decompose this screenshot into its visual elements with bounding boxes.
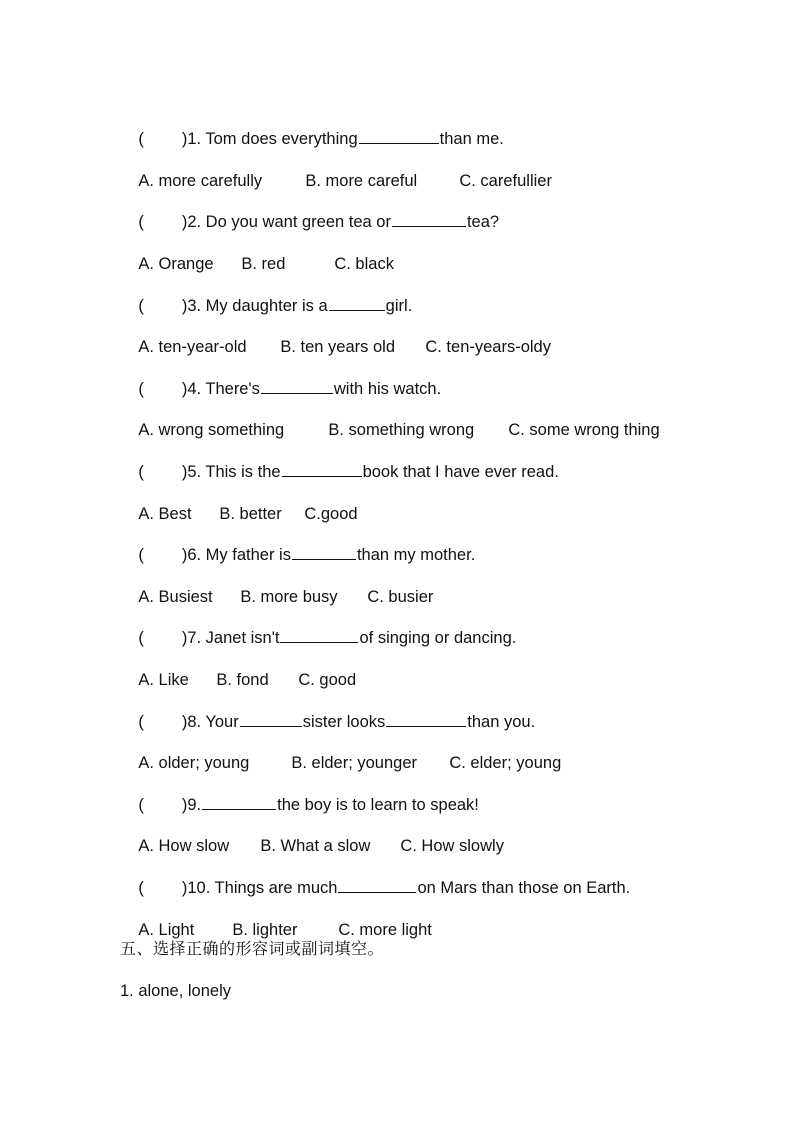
option-a[interactable]: A. older; young bbox=[138, 754, 250, 772]
question-stem: )6. My father is bbox=[181, 546, 291, 564]
answer-paren: ( bbox=[138, 213, 144, 231]
sub-item-heading: 1. alone, lonely bbox=[120, 982, 231, 1000]
answer-paren: ( bbox=[138, 879, 144, 897]
answer-blank[interactable] bbox=[280, 628, 358, 643]
option-c[interactable]: C. busier bbox=[367, 588, 434, 606]
question-stem: )5. This is the bbox=[181, 463, 281, 481]
option-b[interactable]: B. ten years old bbox=[280, 338, 395, 356]
option-a[interactable]: A. Best bbox=[138, 505, 192, 523]
answer-blank[interactable] bbox=[338, 878, 416, 893]
question-stem: )4. There's bbox=[181, 380, 260, 398]
question-stem-end: of singing or dancing. bbox=[359, 629, 517, 647]
option-c[interactable]: C. carefullier bbox=[459, 172, 552, 190]
question-stem-end: with his watch. bbox=[333, 380, 442, 398]
question-stem-end: on Mars than those on Earth. bbox=[417, 879, 631, 897]
answer-blank-2[interactable] bbox=[386, 712, 466, 727]
option-b[interactable]: B. What a slow bbox=[260, 837, 371, 855]
answer-paren: ( bbox=[138, 463, 144, 481]
answer-paren: ( bbox=[138, 297, 144, 315]
question-stem-end: girl. bbox=[385, 297, 413, 315]
question-stem-end: book that I have ever read. bbox=[362, 463, 559, 481]
option-b[interactable]: B. elder; younger bbox=[291, 754, 418, 772]
option-b[interactable]: B. fond bbox=[216, 671, 269, 689]
answer-paren: ( bbox=[138, 130, 144, 148]
question-stem: )8. Your bbox=[181, 713, 239, 731]
question-stem: )3. My daughter is a bbox=[181, 297, 328, 315]
question-stem-middle: sister looks bbox=[302, 713, 386, 731]
option-a[interactable]: A. more carefully bbox=[138, 172, 263, 190]
option-c[interactable]: C. How slowly bbox=[400, 837, 504, 855]
answer-paren: ( bbox=[138, 629, 144, 647]
question-stem-end: tea? bbox=[466, 213, 500, 231]
option-c[interactable]: C. good bbox=[298, 671, 357, 689]
option-a[interactable]: A. ten-year-old bbox=[138, 338, 247, 356]
answer-paren: ( bbox=[138, 380, 144, 398]
answer-blank[interactable] bbox=[261, 379, 333, 394]
option-a[interactable]: A. Like bbox=[138, 671, 189, 689]
answer-blank[interactable] bbox=[292, 545, 356, 560]
option-a[interactable]: A. wrong something bbox=[138, 421, 285, 439]
question-stem-end: than me. bbox=[439, 130, 504, 148]
answer-blank[interactable] bbox=[329, 296, 385, 311]
option-c[interactable]: C. some wrong thing bbox=[508, 421, 660, 439]
option-c[interactable]: C.good bbox=[304, 505, 358, 523]
question-stem-end: the boy is to learn to speak! bbox=[277, 796, 479, 814]
answer-blank[interactable] bbox=[202, 795, 276, 810]
question-stem-end: than you. bbox=[467, 713, 536, 731]
option-c[interactable]: C. more light bbox=[338, 921, 432, 939]
question-stem: )2. Do you want green tea or bbox=[181, 213, 391, 231]
option-b[interactable]: B. lighter bbox=[232, 921, 298, 939]
option-c[interactable]: C. ten-years-oldy bbox=[425, 338, 551, 356]
option-b[interactable]: B. more careful bbox=[305, 172, 418, 190]
answer-paren: ( bbox=[138, 546, 144, 564]
option-b[interactable]: B. more busy bbox=[240, 588, 338, 606]
section-title: 五、选择正确的形容词或副词填空。 bbox=[120, 939, 385, 958]
option-a[interactable]: A. How slow bbox=[138, 837, 230, 855]
answer-blank[interactable] bbox=[359, 129, 439, 144]
option-a[interactable]: A. Busiest bbox=[138, 588, 213, 606]
option-a[interactable]: A. Orange bbox=[138, 255, 214, 273]
question-stem-end: than my mother. bbox=[356, 546, 476, 564]
question-stem: )10. Things are much bbox=[181, 879, 338, 897]
option-c[interactable]: C. elder; young bbox=[449, 754, 562, 772]
answer-paren: ( bbox=[138, 713, 144, 731]
answer-blank[interactable] bbox=[240, 712, 302, 727]
option-c[interactable]: C. black bbox=[334, 255, 394, 273]
option-b[interactable]: B. better bbox=[219, 505, 282, 523]
answer-blank[interactable] bbox=[282, 462, 362, 477]
option-b[interactable]: B. red bbox=[241, 255, 286, 273]
question-stem: )7. Janet isn't bbox=[181, 629, 280, 647]
question-stem: )1. Tom does everything bbox=[181, 130, 358, 148]
option-b[interactable]: B. something wrong bbox=[328, 421, 475, 439]
answer-paren: ( bbox=[138, 796, 144, 814]
question-stem: )9. bbox=[181, 796, 202, 814]
answer-blank[interactable] bbox=[392, 212, 466, 227]
option-a[interactable]: A. Light bbox=[138, 921, 195, 939]
